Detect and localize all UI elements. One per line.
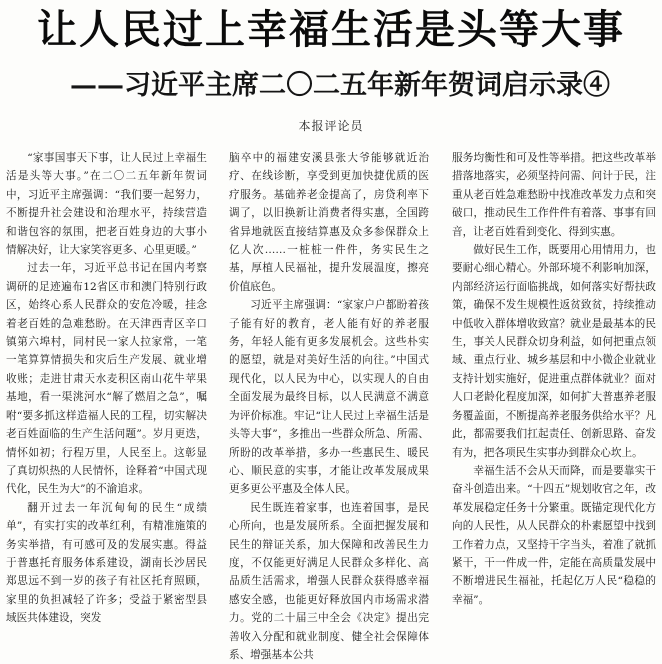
- column-3-paragraph-2: 做好民生工作，既要用心用情用力，也要耐心细心精心。外部环境不利影响加深，内部经济运行面临挑战，如何落实好帮扶政策，确保不发生规模性返贫致贫，持续推动中低收入群体增收致富？就业是最基本的民生，事关人民群众切身利益，如何把重点领域、重点行业、城乡基层和中小微企业就业支持计划实施好，促进重点群体就业？面对人口老龄化程度加深，如何扩大普惠养老服务覆盖面，不断提高养老服务供给水平？凡此，都需要我们扛起责任、创新思路、奋发有为，把各项民生实事办到群众心坎上。: [452, 244, 656, 459]
- column-2-paragraph-1: 脑卒中的福建安溪县张大爷能够就近治疗、在线诊断，享受到更加快捷优质的医疗服务。基础养老金提高了，房贷利率下调了，以旧换新让消费者得实惠，全国跨省异地就医直接结算惠及众多参保群众上亿人次……一桩桩一件件，务实民生之基，厚植人民福祉，提升发展温度，擦亮价值底色。: [229, 152, 429, 293]
- column-3-paragraph-3: 幸福生活不会从天而降，而是要靠实干奋斗创造出来。“十四五”规划收官之年，改革发展稳定任务十分繁重。既锚定现代化方向的人民性，从人民群众的朴素愿望中找到工作着力点，又坚持干字当头，着准了就抓紧干，干一件成一件，定能在高质量发展中不断增进民生福祉，托起亿万人民“稳稳的幸福”。: [452, 464, 656, 606]
- column-1-paragraph-3: 翻开过去一年沉甸甸的民生“成绩单”，有实打实的改革红利，有精准施策的务实举措，有可感可及的发展实惠。得益于普惠托育服务体系建设，湖南长沙居民郑思远不到一岁的孩子有社区托育照顾，家里的负担减轻了许多；受益于紧密型县域医共体建设，突发: [6, 501, 207, 625]
- column-2-paragraph-3: 民生既连着家事，也连着国事，是民心所向，也是发展所系。全面把握发展和民生的辩证关系，加大保障和改善民生力度，不仅能更好满足人民群众多样化、高品质生活需求，增强人民群众获得感幸福感安全感，也能更好释放国内市场需求潜力。党的二十届三中全会《决定》提出完善收入分配和就业制度、健全社会保障体系、增强基本公共: [229, 501, 429, 661]
- article-byline: 本报评论员: [298, 119, 364, 133]
- article-headline: 让人民过上幸福生活是头等大事: [37, 7, 625, 53]
- column-1-paragraph-1: “家事国事天下事，让人民过上幸福生活是头等大事。”在二〇二五年新年贺词中，习近平主席强调：“我们要一起努力，不断提升社会建设和治理水平，持续营造和谐包容的氛围，把老百姓身边的大事小情解决好，让大家笑容更多、心里更暖。”: [6, 152, 207, 257]
- column-3-paragraph-1: 服务均衡性和可及性等举措。把这些改革举措落地落实，必须坚持问需、问计于民，注重从老百姓急难愁盼中找准改革发力点和突破口，推动民生工作件件有着落、事事有回音，让老百姓看到变化、得到实惠。: [452, 152, 656, 238]
- column-1-paragraph-2: 过去一年，习近平总书记在国内考察调研的足迹遍布12省区市和澳门特别行政区，始终心系人民群众的安危冷暖，挂念着老百姓的急难愁盼。在天津西青区辛口镇第六埠村，同村民一家人拉家常，一笔一笔算算情损失和灾后生产发展、就业增收账；走进甘肃天水麦积区南山花牛苹果基地，看一渠洮河水“解了燃眉之急”，嘱咐“要多抓这样造福人民的工程，切实解决老百姓面临的生产生活问题”。岁月更迭，情怀如初；行程万里，人民至上。这彰显了真切炽热的人民情怀，诠释着“中国式现代化，民生为大”的不渝追求。: [6, 262, 207, 496]
- article-column-2: [229, 149, 429, 661]
- article-subheadline: ——习近平主席二〇二五年新年贺词启示录④: [70, 70, 610, 101]
- article-column-1: [6, 149, 207, 625]
- column-2-paragraph-2: 习近平主席强调：“家家户户都盼着孩子能有好的教育，老人能有好的养老服务，年轻人能有更多发展机会。这些朴实的愿望，就是对美好生活的向往。”中国式现代化，以人民为中心，以实现人的自由全面发展为最终目标，以人民满意不满意为评价标准。牢记“让人民过上幸福生活是头等大事”，多推出一些群众所急、所需、所盼的改革举措，多办一些惠民生、暖民心、顺民意的实事，才能让改革发展成果更多更公平惠及全体人民。: [229, 299, 429, 496]
- article-column-3: [452, 149, 656, 606]
